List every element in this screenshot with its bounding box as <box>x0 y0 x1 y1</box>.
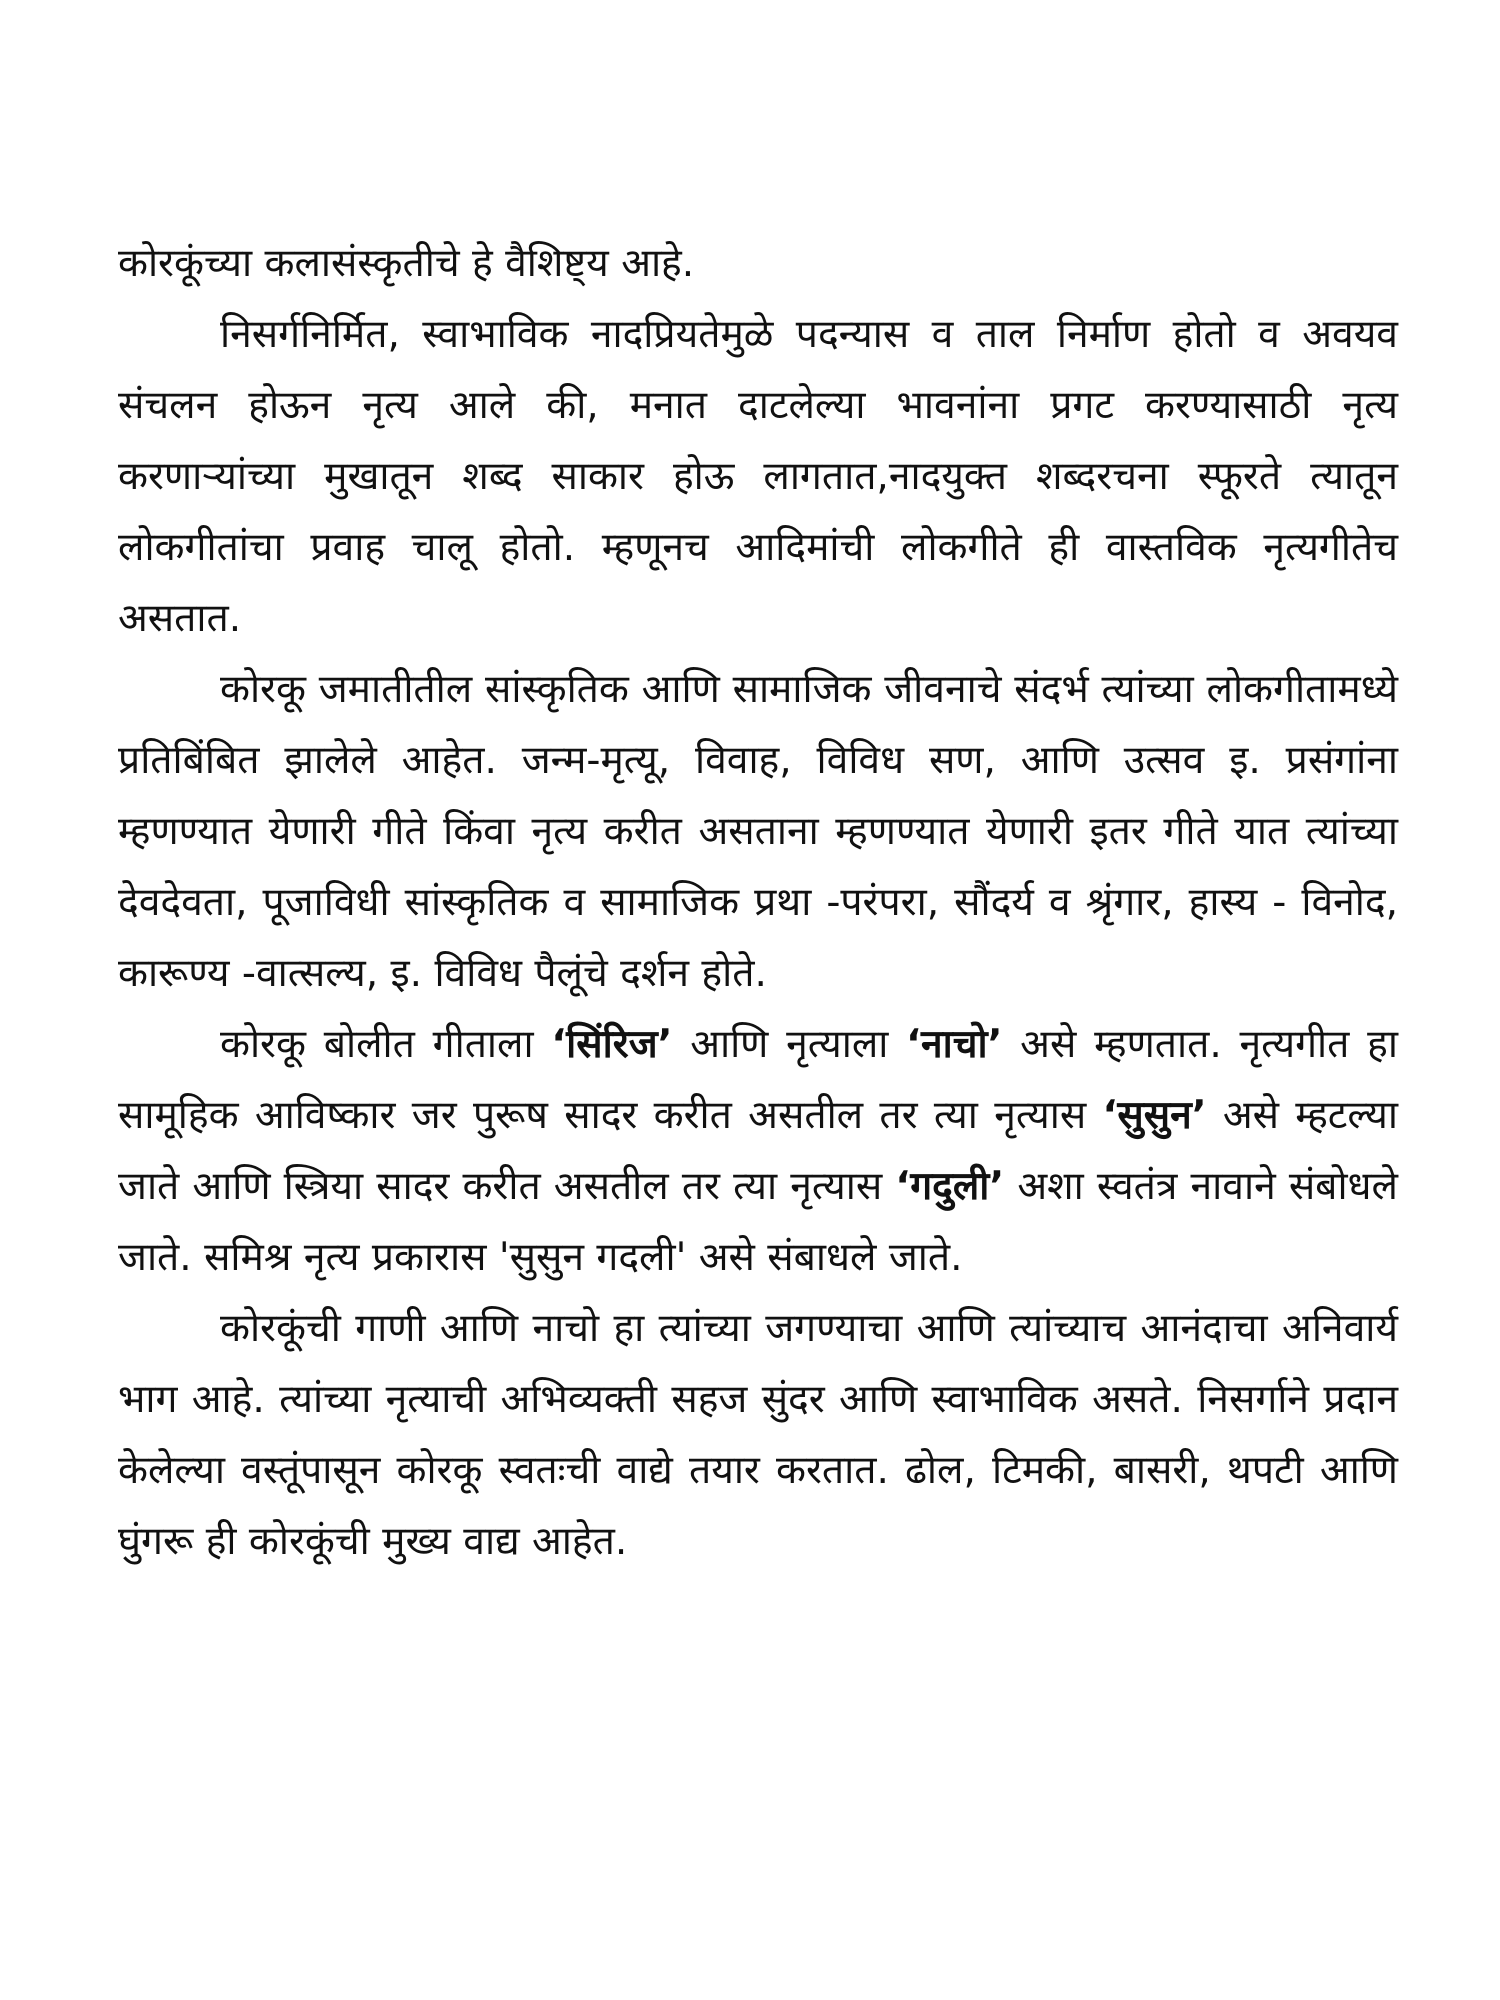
paragraph-2 <box>118 299 1398 654</box>
text-run: कोरकूंची गाणी आणि नाचो हा त्यांच्या जगण्याचा आणि त्यांच्याच आनंदाचा अनिवार्य भाग आहे. त्यांच्या नृत्याची अभिव्यक्ती सहज सुंदर आणि स्वाभाविक असते. निसर्गाने प्रदान केलेल्या वस्तूंपासून कोरकू स्वतःची वाद्ये तयार करतात. ढोल, टिमकी, बासरी, थपटी आणि घुंगरू ही कोरकूंची मुख्य वाद्य आहेत. <box>118 1306 1398 1564</box>
bold-term-sirij: ‘सिंरिज’ <box>551 1022 673 1067</box>
text-run: असे म्हणतात. नृत्यगीत हा सामूहिक आविष्कार जर पुरूष सादर करीत असतील तर त्या नृत्यास <box>118 1022 1398 1138</box>
bold-term-gaduli: ‘गदुली’ <box>895 1164 1005 1209</box>
bold-term-susun: ‘सुसुन’ <box>1102 1093 1207 1138</box>
paragraph-1 <box>118 228 1398 299</box>
text-run: अशा स्वतंत्र नावाने संबोधले जाते. समिश्र नृत्य प्रकारास 'सुसुन गदली' असे संबाधले जाते. <box>118 1164 1398 1280</box>
document-page <box>118 228 1398 1577</box>
text-run: आणि नृत्याला <box>672 1022 907 1067</box>
text-run: कोरकूंच्या कलासंस्कृतीचे हे वैशिष्ट्य आहे. <box>118 241 695 286</box>
text-run: असे म्हटल्या जाते आणि स्त्रिया सादर करीत असतील तर त्या नृत्यास <box>118 1093 1398 1209</box>
paragraph-4 <box>118 1009 1398 1293</box>
paragraph-3 <box>118 654 1398 1009</box>
text-run: कोरकू जमातीतील सांस्कृतिक आणि सामाजिक जीवनाचे संदर्भ त्यांच्या लोकगीतामध्ये प्रतिबिंबित झालेले आहेत. जन्म-मृत्यू, विवाह, विविध सण, आणि उत्सव इ. प्रसंगांना म्हणण्यात येणारी गीते किंवा नृत्य करीत असताना म्हणण्यात येणारी इतर गीते यात त्यांच्या देवदेवता, पूजाविधी सांस्कृतिक व सामाजिक प्रथा -परंपरा, सौंदर्य व श्रृंगार, हास्य - विनोद, कारूण्य -वात्सल्य, इ. विविध पैलूंचे दर्शन होते. <box>118 667 1398 996</box>
bold-term-nacho: ‘नाचो’ <box>906 1022 1003 1067</box>
paragraph-5 <box>118 1293 1398 1577</box>
text-run: निसर्गनिर्मित, स्वाभाविक नादप्रियतेमुळे पदन्यास व ताल निर्माण होतो व अवयव संचलन होऊन नृत्य आले की, मनात दाटलेल्या भावनांना प्रगट करण्यासाठी नृत्य करणाऱ्यांच्या मुखातून शब्द साकार होऊ लागतात,नादयुक्त शब्दरचना स्फूरते त्यातून लोकगीतांचा प्रवाह चालू होतो. म्हणूनच आदिमांची लोकगीते ही वास्तविक नृत्यगीतेच असतात. <box>118 312 1398 641</box>
text-run: कोरकू बोलीत गीताला <box>220 1022 552 1067</box>
